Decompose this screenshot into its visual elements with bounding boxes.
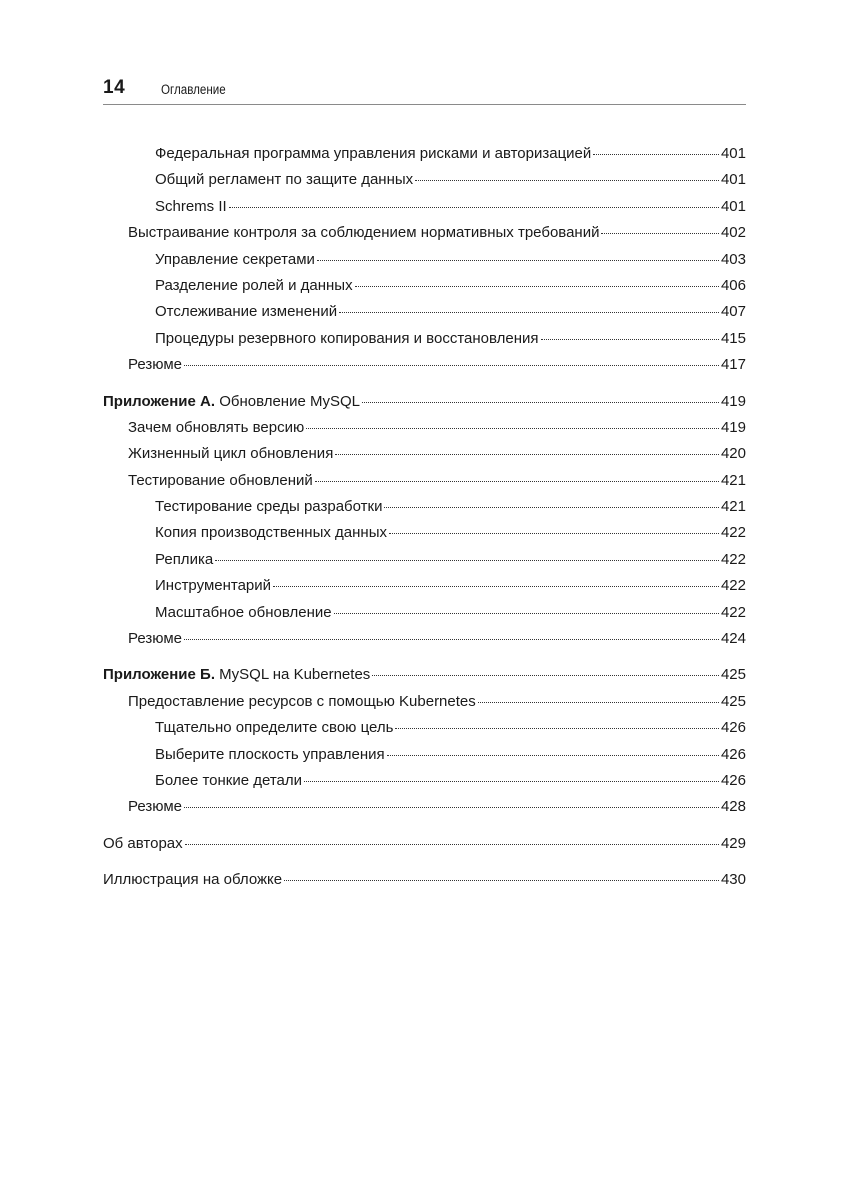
toc-entry-page: 402 (720, 224, 746, 242)
toc-entry-page: 426 (720, 719, 746, 737)
toc-entry-title (155, 194, 227, 220)
page-number: 14 (103, 77, 126, 98)
toc-entry (103, 662, 746, 688)
toc-entry-title-text: Инструментарий (155, 577, 272, 595)
dot-leader (395, 727, 719, 729)
toc-entry-title-text: Тестирование обновлений (128, 471, 313, 489)
toc-entry-page: 420 (720, 445, 746, 463)
toc-entry-title-text: Предоставление ресурсов с помощью Kubernetes (128, 692, 476, 710)
table-of-contents (103, 141, 746, 894)
dot-leader (184, 638, 719, 640)
toc-entry-page: 407 (720, 303, 746, 321)
dot-leader (541, 338, 719, 340)
running-title: Оглавление (161, 82, 226, 97)
toc-entry-title-text: Разделение ролей и данных (155, 276, 353, 294)
toc-entry (103, 689, 746, 715)
toc-entry-title (155, 715, 393, 741)
toc-entry-page: 419 (720, 392, 746, 410)
toc-entry-title (128, 415, 304, 441)
toc-entry-title-text: Выстраивание контроля за соблюдением нормативных требований (128, 224, 600, 242)
dot-leader (317, 259, 719, 261)
toc-entry (103, 415, 746, 441)
toc-entry-title (128, 352, 182, 378)
dot-leader (384, 506, 719, 508)
toc-entry-page: 422 (720, 550, 746, 568)
toc-entry (103, 468, 746, 494)
toc-entry-title (128, 220, 599, 246)
toc-entry-title (155, 494, 382, 520)
dot-leader (215, 559, 719, 561)
toc-entry-title-text: Выберите плоскость управления (155, 745, 385, 763)
toc-entry-title (155, 768, 302, 794)
toc-entry (103, 547, 746, 573)
toc-entry-title-text: Управление секретами (155, 250, 315, 268)
dot-leader (478, 701, 719, 703)
toc-entry-title-text: MySQL на Kubernetes (214, 666, 371, 684)
toc-entry (103, 273, 746, 299)
toc-entry (103, 520, 746, 546)
toc-entry-title (155, 520, 387, 546)
toc-entry-title-text: Иллюстрация на обложке (103, 871, 283, 889)
toc-entry (103, 389, 746, 415)
toc-entry-title-text: Отслеживание изменений (155, 303, 338, 321)
dot-leader (335, 453, 719, 455)
toc-entry (103, 141, 746, 167)
dot-leader (184, 806, 719, 808)
dot-leader (273, 585, 719, 587)
toc-entry-title (155, 600, 332, 626)
toc-entry-title-text: Более тонкие детали (155, 771, 303, 789)
toc-entry-page: 401 (720, 171, 746, 189)
toc-entry-title-text: Процедуры резервного копирования и восстановления (155, 329, 539, 347)
toc-entry (103, 247, 746, 273)
toc-entry-title-text: Жизненный цикл обновления (128, 445, 334, 463)
toc-entry-title (103, 831, 183, 857)
toc-entry (103, 573, 746, 599)
page-header (103, 74, 746, 105)
toc-entry-page: 425 (720, 666, 746, 684)
toc-entry-title-text: Федеральная программа управления рисками и авторизацией (155, 145, 592, 162)
toc-entry-title-text: Масштабное обновление (155, 603, 332, 621)
dot-leader (334, 612, 719, 614)
dot-leader (355, 285, 719, 287)
dot-leader (315, 480, 719, 482)
toc-entry-title (128, 441, 333, 467)
toc-entry-title (103, 662, 370, 688)
toc-entry-page: 401 (720, 197, 746, 215)
dot-leader (339, 311, 719, 313)
toc-entry (103, 831, 746, 857)
toc-entry-page: 421 (720, 471, 746, 489)
toc-entry (103, 220, 746, 246)
toc-entry (103, 715, 746, 741)
toc-entry-title-text: Резюме (128, 630, 182, 648)
dot-leader (415, 179, 719, 181)
dot-leader (184, 364, 719, 366)
toc-entry-title (155, 167, 413, 193)
dot-leader (372, 674, 719, 676)
toc-entry-page: 426 (720, 771, 746, 789)
toc-entry-title-text: Тщательно определите свою цель (155, 719, 394, 737)
toc-entry (103, 167, 746, 193)
toc-entry-title-text: Резюме (128, 356, 182, 374)
toc-entry-page: 428 (720, 798, 746, 816)
toc-entry (103, 742, 746, 768)
toc-entry-title-text: Общий регламент по защите данных (155, 171, 414, 189)
appendix-label: Приложение Б. (103, 666, 215, 684)
toc-entry (103, 794, 746, 820)
toc-entry-page: 422 (720, 524, 746, 542)
dot-leader (387, 754, 719, 756)
toc-entry-page: 401 (720, 145, 746, 162)
toc-entry-page: 421 (720, 498, 746, 516)
toc-entry (103, 768, 746, 794)
toc-entry-page: 406 (720, 276, 746, 294)
toc-entry (103, 299, 746, 325)
toc-entry-title (128, 689, 476, 715)
toc-entry-title (155, 273, 353, 299)
toc-entry (103, 352, 746, 378)
toc-entry (103, 441, 746, 467)
dot-leader (284, 879, 719, 881)
toc-entry-page: 415 (720, 329, 746, 347)
toc-entry-title (155, 326, 539, 352)
toc-entry-page: 429 (720, 834, 746, 852)
toc-entry-page: 403 (720, 250, 746, 268)
toc-entry-title (103, 867, 282, 893)
toc-entry-page: 419 (720, 418, 746, 436)
dot-leader (304, 780, 719, 782)
toc-entry-title-text: Резюме (128, 798, 182, 816)
toc-entry-page: 417 (720, 356, 746, 374)
toc-entry-title (128, 794, 182, 820)
toc-entry-page: 425 (720, 692, 746, 710)
toc-entry-page: 430 (720, 871, 746, 889)
toc-entry-page: 426 (720, 745, 746, 763)
toc-entry (103, 600, 746, 626)
toc-entry-page: 422 (720, 603, 746, 621)
toc-entry-page: 422 (720, 577, 746, 595)
toc-entry-title-text: Реплика (155, 550, 214, 568)
toc-entry (103, 626, 746, 652)
toc-entry (103, 867, 746, 893)
toc-entry-title (155, 742, 385, 768)
toc-entry-title-text: Тестирование среды разработки (155, 498, 383, 516)
dot-leader (601, 232, 718, 234)
dot-leader (362, 401, 719, 403)
dot-leader (185, 843, 719, 845)
toc-entry-title-text: Зачем обновлять версию (128, 418, 305, 436)
dot-leader (306, 427, 719, 429)
toc-entry-title-text: Обновление MySQL (215, 392, 360, 410)
toc-entry-title-text: Schrems II (155, 197, 227, 215)
toc-entry (103, 494, 746, 520)
toc-entry-page: 424 (720, 630, 746, 648)
toc-entry (103, 326, 746, 352)
dot-leader (389, 532, 719, 534)
dot-leader (229, 206, 719, 208)
toc-entry-title (103, 389, 360, 415)
toc-entry-title (155, 573, 271, 599)
toc-entry (103, 194, 746, 220)
toc-entry-title (128, 626, 182, 652)
toc-entry-title-text: Копия производственных данных (155, 524, 387, 542)
toc-entry-title (155, 247, 315, 273)
toc-entry-title (155, 547, 213, 573)
dot-leader (593, 153, 719, 155)
toc-entry-title-text: Об авторах (103, 834, 183, 852)
toc-entry-title (128, 468, 313, 494)
appendix-label: Приложение А. (103, 392, 216, 410)
toc-entry-title (155, 141, 591, 167)
toc-entry-title (155, 299, 337, 325)
